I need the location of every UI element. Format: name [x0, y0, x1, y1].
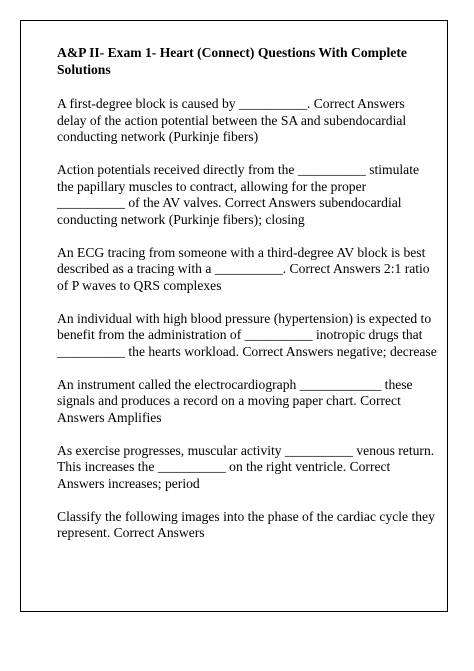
question-answer-6: As exercise progresses, muscular activity __________ venous return. This increases the __________ on the right ventricle. Correct Answers increases; period	[57, 442, 435, 491]
question-answer-3: An ECG tracing from someone with a third-degree AV block is best described as a tracing with a __________. Correct Answers 2:1 ratio of P waves to QRS complexes	[57, 244, 430, 293]
question-answer-4: An individual with high blood pressure (hypertension) is expected to benefit from the administration of __________ inotropic drugs that __________ the hearts workload. Correct Answers negative; decrease	[57, 310, 437, 359]
document-body	[57, 45, 437, 558]
question-answer-5: An instrument called the electrocardiograph ____________ these signals and produces a record on a moving paper chart. Correct Answers Amplifies	[57, 376, 413, 425]
page-frame	[20, 20, 448, 612]
question-answer-2: Action potentials received directly from the __________ stimulate the papillary muscles to contract, allowing for the proper __________ of the AV valves. Correct Answers subendocardial conducting network (Purkinje fibers); closing	[57, 162, 420, 227]
question-answer-1: A first-degree block is caused by __________. Correct Answers delay of the action potential between the SA and subendocardial conducting network (Purkinje fibers)	[57, 96, 407, 144]
question-answer-7: Classify the following images into the phase of the cardiac cycle they represent. Correct Answers	[57, 508, 435, 540]
document-title: A&P II- Exam 1- Heart (Connect) Questions With Complete Solutions	[57, 45, 407, 77]
